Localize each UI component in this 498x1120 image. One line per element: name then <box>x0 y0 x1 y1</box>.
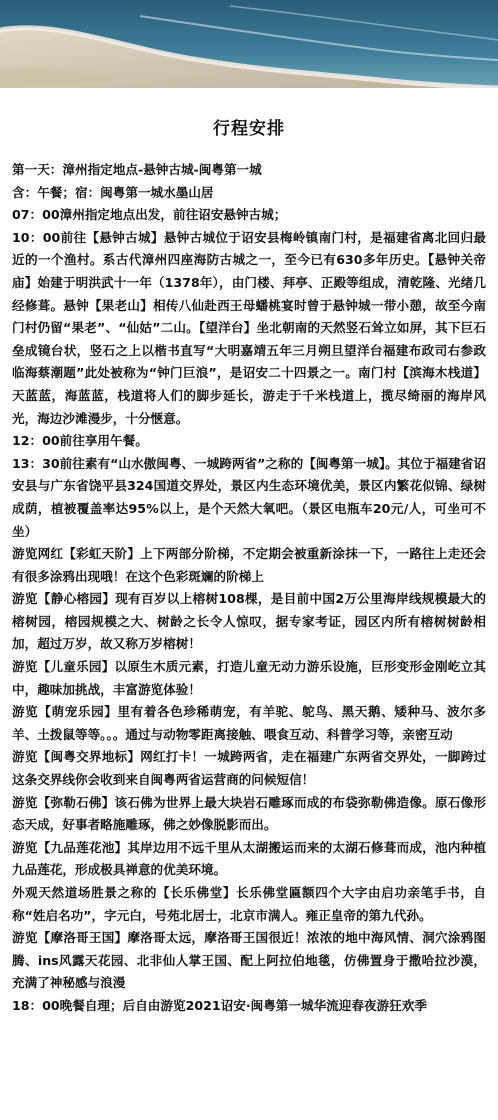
schedule-1200-lunch: 12：00前往享用午餐。 <box>12 433 148 449</box>
attraction-lotus-pond: 游览【九品莲花池】其岸边用不远千里从太湖搬运而来的太湖石修葺而成，池内种植九品莲花，形成极具禅意的优美环境。 <box>12 839 486 878</box>
attraction-kids-park: 游览【儿童乐园】以原生木质元素，打造儿童无动力游乐设施，巨形变形金刚屹立其中，趣味加挑战，丰富游览体验！ <box>12 659 486 697</box>
attraction-maitreya-buddha: 游览【弥勒石佛】该石佛为世界上最大块岩石雕琢而成的布袋弥勒佛造像。原石像形态天成，好事者略施雕琢，佛之妙像脱影而出。 <box>12 794 486 833</box>
page-title: 行程安排 <box>213 119 285 139</box>
meals-and-lodging: 含：午餐；宿：闽粤第一城水墨山居 <box>12 184 214 200</box>
beach-photo-illustration <box>0 0 498 88</box>
schedule-1000-xuanzhong-ancient-city: 10：00前往【悬钟古城】悬钟古城位于诏安县梅岭镇南门村，是福建省离北回归最近的一个渔村。系古代漳州四座海防古城之一，至今已有630多年历史。【悬钟关帝庙】始建于明洪武十一年（1378年），由门楼、拜亭、正殿等组成，清乾隆、光绪几经修葺。悬钟【果老山】相传八仙赴西王母蟠桃宴时曾于悬钟城一带小憩，故至今南门村仍留“果老”、“仙姑”二山。【望洋台】坐北朝南的天然竖石耸立如屏，其下巨石垒成镜台状，竖石之上以楷书直写“大明嘉靖五年三月朔旦望洋台福建布政司右参政临海蔡潮题”此处被称为“钟门巨浪”，是诏安二十四景之一。南门村【滨海木栈道】天蓝蓝，海蓝蓝，栈道将人们的脚步延长，游走于千米栈道上，揽尽绮丽的海岸风光，海边沙滩漫步，十分惬意。 <box>12 229 486 426</box>
header-beach-photo <box>0 0 498 88</box>
attraction-changle-hall: 外观天然道场胜景之称的【长乐佛堂】长乐佛堂匾额四个大字由启功亲笔手书，自称“姓启名功”，字元白，号苑北居士，北京市满人。雍正皇帝的第九代孙。 <box>12 885 486 923</box>
schedule-1800-dinner: 18：00晚餐自理；后自由游览2021诏安·闽粤第一城华流迎春夜游狂欢季 <box>12 997 427 1013</box>
attraction-pet-park: 游览【萌宠乐园】里有着各色珍稀萌宠，有羊驼、鸵鸟、黑天鹅、矮种马、波尔多羊、土拨鼠等等。。。通过与动物零距离接触、喂食互动、科普学习等，亲密互动 <box>12 704 486 742</box>
attraction-banyan-garden: 游览【静心榕园】现有百岁以上榕树108棵，是目前中国2万公里海岸线规模最大的榕树园，榕园规模之大、树龄之长令人惊叹，据专家考证，园区内所有榕树树龄相加，超过万岁，故又称万岁榕树！ <box>12 591 486 652</box>
attraction-border-landmark: 游览【闽粤交界地标】网红打卡！一城跨两省，走在福建广东两省交界处，一脚跨过这条交界线你会收到来自闽粤两省运营商的问候短信！ <box>12 749 486 788</box>
attraction-morocco-kingdom: 游览【摩洛哥王国】摩洛哥太远，摩洛哥王国很近！浓浓的地中海风情、洞穴涂鸦图腾、ins风露天花园、北非仙人掌王国、配上阿拉伯地毯，仿佛置身于撒哈拉沙漠，充满了神秘感与浪漫 <box>12 930 486 991</box>
itinerary-day-heading: 第一天：漳州指定地点-悬钟古城-闽粤第一城 <box>12 162 262 177</box>
schedule-1330-minyue-first-city: 13：30前往素有“山水傲闽粤、一城跨两省”之称的【闽粤第一城】。其位于福建省诏安县与广东省饶平县324国道交界处，景区内生态环境优美，景区内繁花似锦、绿树成荫，植被覆盖率达95%以上，是个天然大氧吧。（景区电瓶车20元/人，可坐可不坐） <box>12 455 486 539</box>
itinerary-content <box>0 159 498 1018</box>
schedule-0700: 07：00漳州指定地点出发，前往诏安悬钟古城； <box>12 207 287 223</box>
attraction-rainbow-stairs: 游览网红【彩虹天阶】上下两部分阶梯，不定期会被重新涂抹一下，一路往上走还会有很多涂鸦出现哦！在这个色彩斑斓的阶梯上 <box>12 546 486 584</box>
